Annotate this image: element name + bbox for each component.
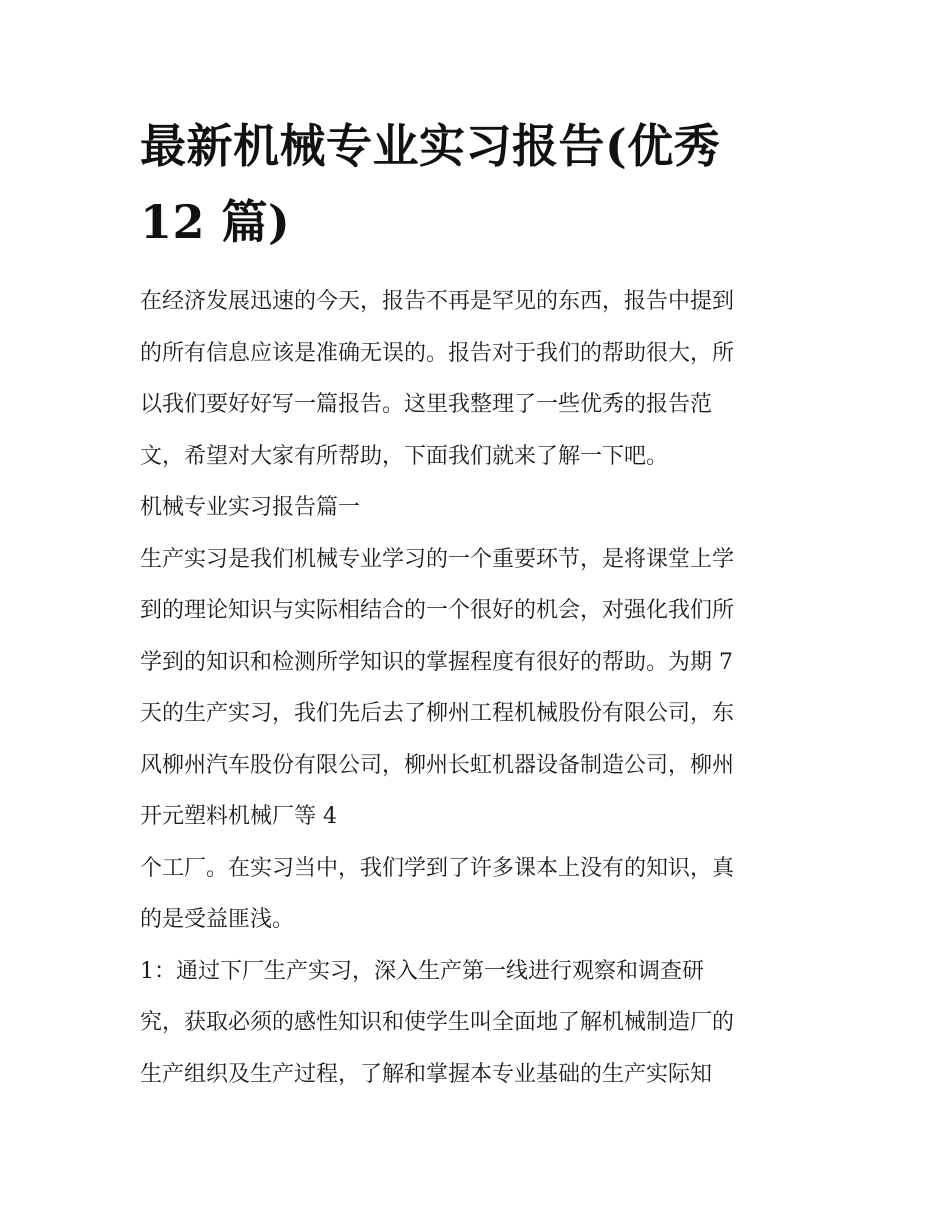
body-line-6: 生产实习是我们机械专业学习的一个重要环节，是将课堂上学	[140, 546, 735, 572]
body-line-8: 学到的知识和检测所学知识的掌握程度有很好的帮助。为期 7	[140, 649, 733, 675]
title-line-2: 12 篇)	[140, 195, 291, 249]
body-line-9: 天的生产实习，我们先后去了柳州工程机械股份有限公司，东	[140, 701, 735, 726]
body-line-10: 风柳州汽车股份有限公司，柳州长虹机器设备制造公司，柳州	[140, 752, 735, 778]
section-heading: 机械专业实习报告篇一	[140, 495, 361, 520]
body-line-2: 的所有信息应该是准确无误的。报告对于我们的帮助很大，所	[140, 340, 735, 366]
body-line-3: 以我们要好好写一篇报告。这里我整理了一些优秀的报告范	[140, 392, 713, 417]
body-line-13: 的是受益匪浅。	[140, 907, 295, 932]
body-line-11: 开元塑料机械厂等 4	[140, 804, 337, 829]
document-page	[140, 108, 820, 1100]
body-line-16: 生产组织及生产过程，了解和掌握本专业基础的生产实际知	[140, 1061, 713, 1087]
body-line-14: 1：通过下厂生产实习，深入生产第一线进行观察和调查研	[140, 958, 704, 984]
document-title	[140, 108, 820, 260]
body-line-7: 到的理论知识与实际相结合的一个很好的机会，对强化我们所	[140, 598, 735, 623]
document-body	[140, 276, 820, 1100]
body-line-15: 究，获取必须的感性知识和使学生叫全面地了解机械制造厂的	[140, 1010, 735, 1035]
body-line-12: 个工厂。在实习当中，我们学到了许多课本上没有的知识，真	[140, 855, 735, 881]
body-line-1: 在经济发展迅速的今天，报告不再是罕见的东西，报告中提到	[140, 289, 735, 314]
title-line-1: 最新机械专业实习报告(优秀	[140, 119, 721, 173]
body-line-4: 文，希望对大家有所帮助，下面我们就来了解一下吧。	[140, 443, 669, 469]
